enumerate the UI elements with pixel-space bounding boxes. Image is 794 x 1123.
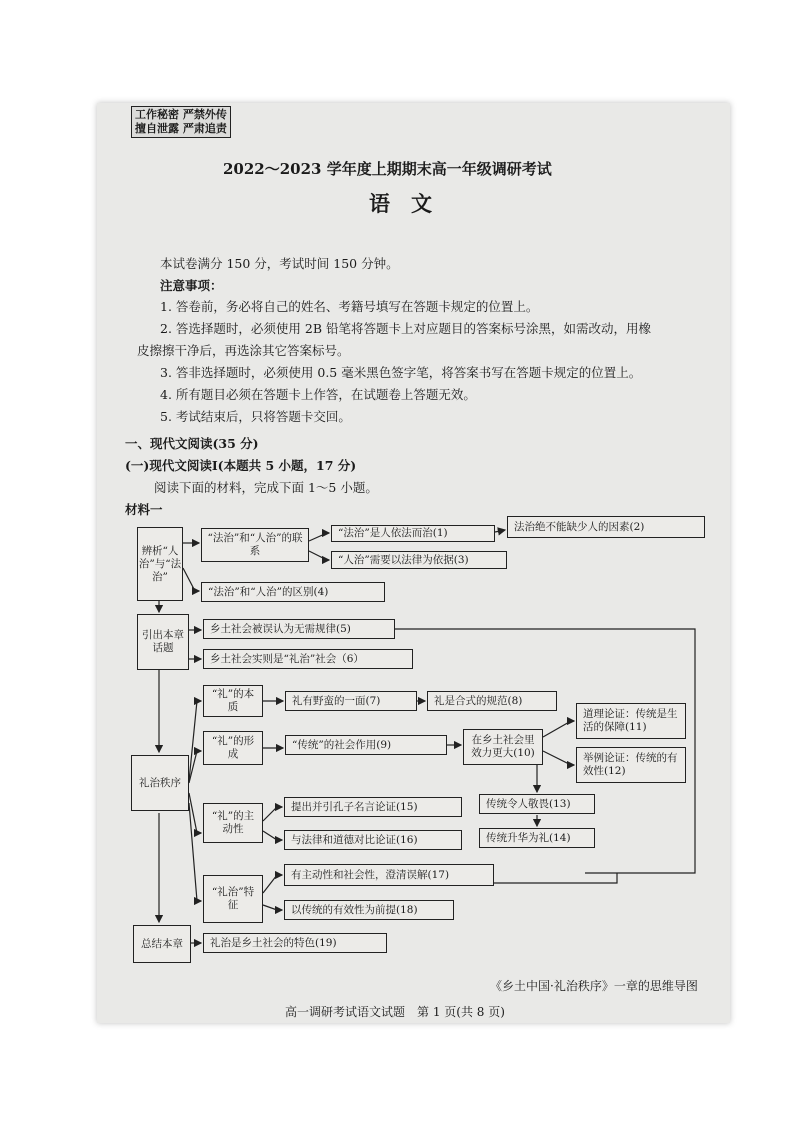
node-7: 礼有野蛮的一面(7)	[285, 691, 417, 711]
node-13: 传统令人敬畏(13)	[479, 794, 595, 814]
node-10: 在乡土社会里效力更大(10)	[463, 729, 543, 765]
node-formation: “礼”的形成	[203, 731, 263, 765]
node-11: 道理论证：传统是生活的保障(11)	[576, 703, 686, 739]
node-15: 提出并引孔子名言论证(15)	[284, 797, 462, 817]
note-2b: 皮擦擦干净后，再选涂其它答案标号。	[137, 343, 350, 358]
material-label: 材料一	[125, 502, 163, 517]
note-1: 1. 答卷前，务必将自己的姓名、考籍号填写在答题卡规定的位置上。	[160, 299, 539, 314]
stamp-line-1: 工作秘密 严禁外传	[135, 108, 227, 121]
node-2: 法治绝不能缺少人的因素(2)	[507, 516, 705, 538]
note-5: 5. 考试结束后，只将答题卡交回。	[160, 409, 351, 424]
node-18: 以传统的有效性为前提(18)	[284, 900, 454, 920]
node-initiative: “礼”的主动性	[203, 803, 263, 843]
node-9: “传统”的社会作用(9)	[285, 735, 447, 755]
mindmap-caption: 《乡土中国·礼治秩序》一章的思维导图	[490, 979, 698, 993]
note-4: 4. 所有题目必须在答题卡上作答，在试题卷上答题无效。	[160, 387, 476, 402]
node-3: “人治”需要以法律为依据(3)	[331, 551, 507, 569]
node-8: 礼是合式的规范(8)	[427, 691, 557, 711]
node-12: 举例论证：传统的有效性(12)	[576, 747, 686, 783]
exam-title: 2022～2023 学年度上期期末高一年级调研考试	[223, 160, 552, 178]
section-1a-heading: (一)现代文阅读Ⅰ(本题共 5 小题，17 分)	[125, 458, 357, 473]
node-relation: “法治”和“人治”的联系	[201, 528, 309, 562]
node-6: 乡土社会实则是“礼治”社会（6）	[203, 649, 413, 669]
exam-paper	[97, 103, 730, 1023]
subject-title: 语 文	[369, 191, 432, 216]
reading-instruction: 阅读下面的材料，完成下面 1～5 小题。	[154, 480, 378, 495]
node-19: 礼治是乡土社会的特色(19)	[203, 933, 387, 953]
stamp-line-2: 擅自泄露 严肃追责	[135, 122, 227, 135]
section-1-heading: 一、现代文阅读(35 分)	[125, 436, 259, 451]
node-features: “礼治”特征	[203, 875, 263, 923]
node-17: 有主动性和社会性，澄清误解(17)	[284, 864, 494, 886]
node-ritual-order: 礼治秩序	[131, 755, 189, 811]
exam-info: 本试卷满分 150 分，考试时间 150 分钟。	[160, 256, 399, 271]
node-distinguish-rule: 辨析“人治”与“法治”	[137, 527, 183, 601]
node-summary: 总结本章	[133, 925, 191, 963]
note-3: 3. 答非选择题时，必须使用 0.5 毫米黑色签字笔，将答案书写在答题卡规定的位置上。	[160, 365, 642, 380]
node-4: “法治”和“人治”的区别(4)	[201, 582, 385, 602]
node-essence: “礼”的本质	[203, 685, 263, 717]
note-2a: 2. 答选择题时，必须使用 2B 铅笔将答题卡上对应题目的答案标号涂黑，如需改动，用橡	[160, 321, 651, 336]
notes-heading: 注意事项：	[160, 278, 223, 293]
page-footer: 高一调研考试语文试题 第 1 页(共 8 页)	[285, 1005, 505, 1019]
node-1: “法治”是人依法而治(1)	[331, 525, 495, 542]
node-introduce-topic: 引出本章话题	[137, 614, 189, 670]
node-5: 乡土社会被误认为无需规律(5)	[203, 619, 395, 639]
node-16: 与法律和道德对比论证(16)	[284, 830, 462, 850]
node-14: 传统升华为礼(14)	[479, 828, 595, 848]
